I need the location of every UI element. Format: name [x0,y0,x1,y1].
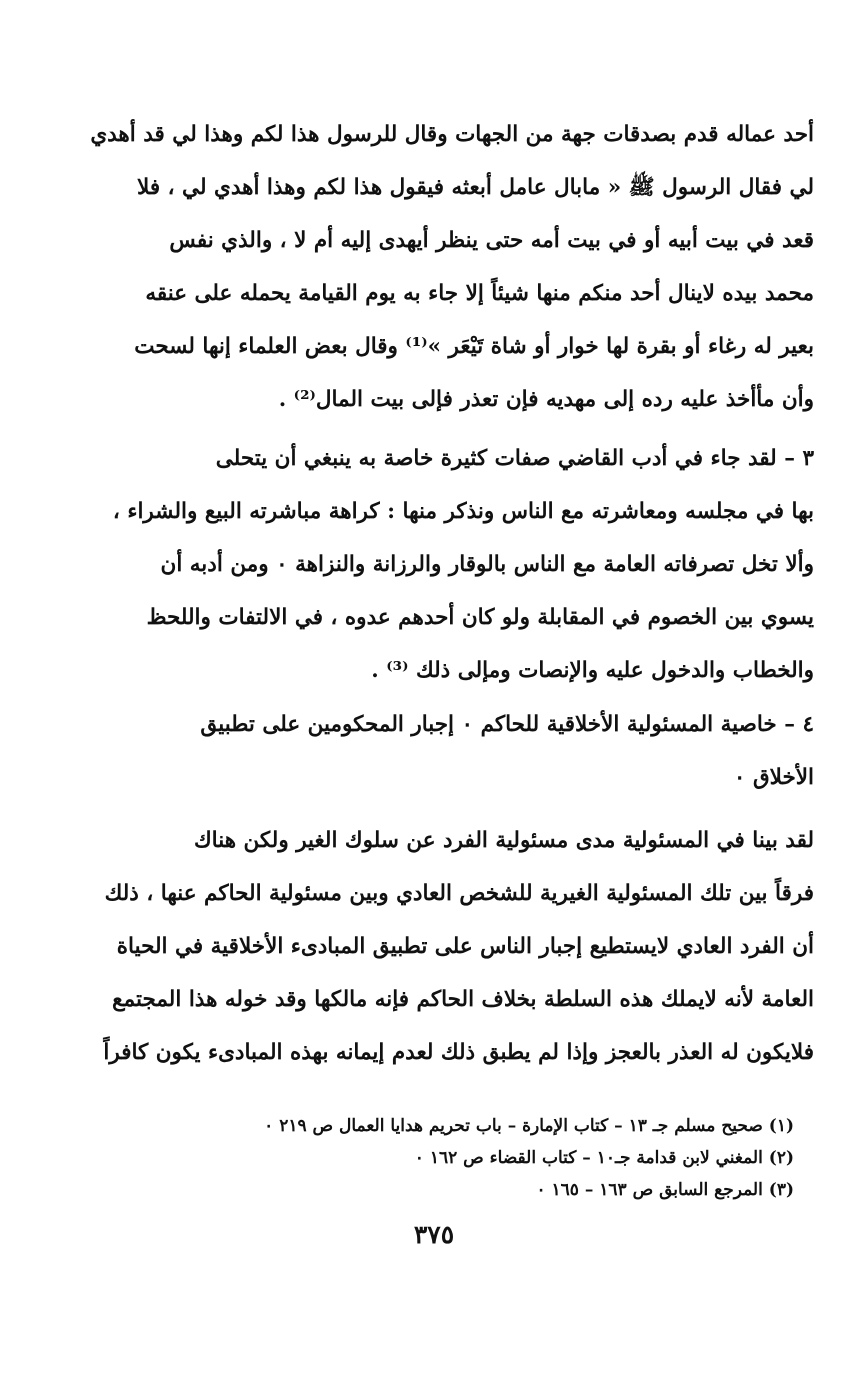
text-line: الأخلاق ٠ [733,765,814,790]
text-line: والخطاب والدخول عليه والإنصات ومإلى ذلك ⁽³⁾ . [371,658,814,683]
text-line: وألا تخل تصرفاته العامة مع الناس بالوقار والرزانة والنزاهة ٠ ومن أدبه أن [160,552,814,577]
text-line: وأن مأأخذ عليه رده إلى مهديه فإن تعذر فإلى بيت المال⁽²⁾ . [278,387,814,412]
page-number: ٣٧٥ [413,1220,455,1249]
paragraph-1 [88,108,814,426]
paragraph-3 [88,698,814,804]
paragraph-2 [88,432,814,697]
text-line: لقد بينا في المسئولية مدى مسئولية الفرد عن سلوك الغير ولكن هناك [193,828,814,853]
text-line: فلايكون له العذر بالعجز وإذا لم يطبق ذلك لعدم إيمانه بهذه المبادىء يكون كافراً [103,1040,814,1065]
text-line: فرقاً بين تلك المسئولية الغيرية للشخص العادي وبين مسئولية الحاكم عنها ، ذلك [104,881,814,906]
text-line: ٣ – لقد جاء في أدب القاضي صفات كثيرة خاصة به ينبغي أن يتحلى [215,446,814,471]
text-line: ٤ – خاصية المسئولية الأخلاقية للحاكم ٠ إجبار المحكومين على تطبيق [200,712,814,737]
text-line: يسوي بين الخصوم في المقابلة ولو كان أحدهم عدوه ، في الالتفات واللحظ [146,605,814,630]
text-line: قعد في بيت أبيه أو في بيت أمه حتى ينظر أيهدى إليه أم لا ، والذي نفس [169,228,814,253]
paragraph-4 [88,814,814,1079]
text-line: لي فقال الرسول ﷺ « مابال عامل أبعثه فيقول هذا لكم وهذا أهدي لي ، فلا [137,175,814,200]
text-line: أحد عماله قدم بصدقات جهة من الجهات وقال للرسول هذا لكم وهذا لي قد أهدي [90,122,814,147]
footnotes [200,1110,794,1206]
footnote-3: (٣) المرجع السابق ص ١٦٣ – ١٦٥ ٠ [536,1180,794,1200]
text-line: العامة لأنه لايملك هذه السلطة بخلاف الحاكم فإنه مالكها وقد خوله هذا المجتمع [112,987,814,1012]
footnote-2: (٢) المغني لابن قدامة جـ١٠ – كتاب القضاء ص ١٦٢ ٠ [414,1148,794,1168]
footnote-1: (١) صحيح مسلم جـ ١٣ – كتاب الإمارة – باب تحريم هدايا العمال ص ٢١٩ ٠ [264,1116,794,1136]
text-line: بها في مجلسه ومعاشرته مع الناس ونذكر منها : كراهة مباشرته البيع والشراء ، [112,499,814,524]
text-line: محمد بيده لاينال أحد منكم منها شيئاً إلا جاء به يوم القيامة يحمله على عنقه [145,281,814,306]
text-line: أن الفرد العادي لايستطيع إجبار الناس على تطبيق المبادىء الأخلاقية في الحياة [116,934,814,959]
text-line: بعير له رغاء أو بقرة لها خوار أو شاة تَيْعَر »⁽¹⁾ وقال بعض العلماء إنها لسحت [134,334,814,359]
